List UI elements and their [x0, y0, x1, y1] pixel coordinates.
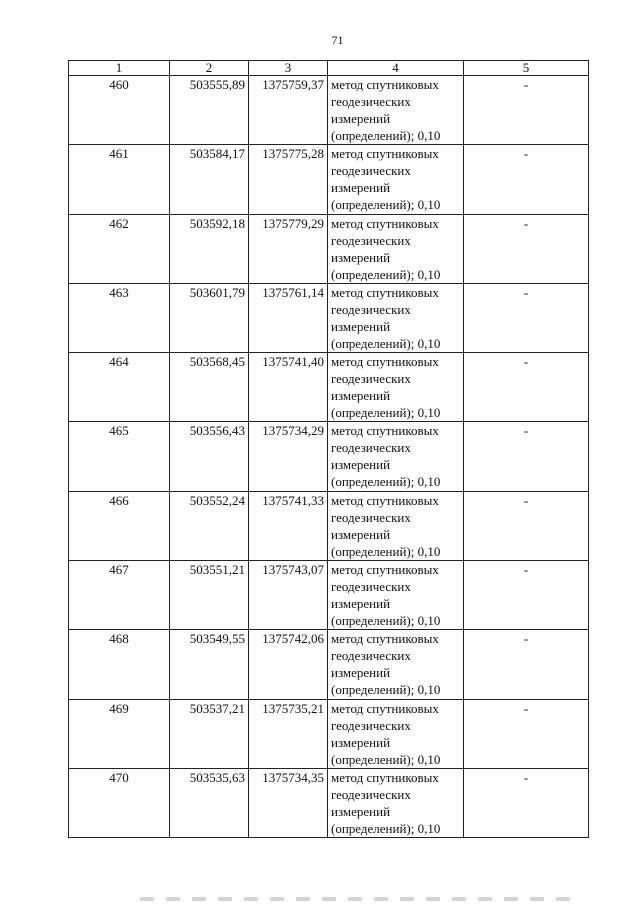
method-line: измерений: [331, 388, 391, 404]
point-number-cell: 464: [69, 353, 170, 422]
table-row: [69, 353, 589, 422]
point-number-cell: 463: [69, 283, 170, 352]
x-coordinate-cell: 503551,21: [170, 561, 249, 630]
x-coordinate-cell: 503568,45: [170, 353, 249, 422]
method-cell: [328, 491, 464, 560]
method-line: (определений); 0,10: [331, 266, 441, 282]
method-cell: [328, 283, 464, 352]
header-row: [69, 61, 589, 76]
method-line: метод спутниковых: [331, 769, 439, 785]
x-coordinate-cell: 503555,89: [170, 76, 249, 145]
y-coordinate-cell: 1375761,14: [249, 283, 328, 352]
method-line: метод спутниковых: [331, 700, 439, 716]
method-line: геодезических: [331, 648, 411, 664]
method-line: геодезических: [331, 301, 411, 317]
column-5-cell: -: [464, 283, 589, 352]
method-line: метод спутниковых: [331, 146, 439, 162]
method-line: (определений); 0,10: [331, 197, 441, 213]
point-number-cell: 460: [69, 76, 170, 145]
method-line: измерений: [331, 665, 391, 681]
method-cell: [328, 561, 464, 630]
table-row: [69, 422, 589, 491]
table-row: [69, 76, 589, 145]
method-line: геодезических: [331, 786, 411, 802]
table-body: [69, 76, 589, 838]
method-line: измерений: [331, 111, 391, 126]
table-row: [69, 145, 589, 214]
method-cell: [328, 422, 464, 491]
y-coordinate-cell: 1375743,07: [249, 561, 328, 630]
method-line: геодезических: [331, 717, 411, 733]
method-line: метод спутниковых: [331, 492, 439, 508]
point-number-cell: 465: [69, 422, 170, 491]
method-line: (определений); 0,10: [331, 682, 441, 698]
table-row: [69, 630, 589, 699]
method-line: измерений: [331, 457, 391, 473]
method-line: геодезических: [331, 509, 411, 525]
method-line: геодезических: [331, 94, 411, 109]
table-header: [69, 61, 589, 76]
table-row: [69, 283, 589, 352]
method-line: метод спутниковых: [331, 77, 439, 92]
column-5-cell: -: [464, 145, 589, 214]
method-line: (определений); 0,10: [331, 751, 441, 767]
y-coordinate-cell: 1375759,37: [249, 76, 328, 145]
method-line: (определений); 0,10: [331, 613, 441, 629]
x-coordinate-cell: 503537,21: [170, 699, 249, 768]
table-row: [69, 768, 589, 837]
column-5-cell: -: [464, 76, 589, 145]
method-line: геодезических: [331, 163, 411, 179]
header-cell-4: 4: [328, 61, 464, 76]
y-coordinate-cell: 1375734,29: [249, 422, 328, 491]
y-coordinate-cell: 1375775,28: [249, 145, 328, 214]
method-cell: [328, 145, 464, 214]
method-line: геодезических: [331, 579, 411, 595]
x-coordinate-cell: 503592,18: [170, 214, 249, 283]
method-cell: [328, 630, 464, 699]
method-cell: [328, 353, 464, 422]
y-coordinate-cell: 1375734,35: [249, 768, 328, 837]
method-line: измерений: [331, 249, 391, 265]
method-line: измерений: [331, 526, 391, 542]
method-line: геодезических: [331, 440, 411, 456]
x-coordinate-cell: 503552,24: [170, 491, 249, 560]
method-line: геодезических: [331, 232, 411, 248]
method-line: метод спутниковых: [331, 562, 439, 578]
header-cell-1: 1: [69, 61, 170, 76]
y-coordinate-cell: 1375779,29: [249, 214, 328, 283]
method-line: измерений: [331, 596, 391, 612]
point-number-cell: 461: [69, 145, 170, 214]
point-number-cell: 466: [69, 491, 170, 560]
method-line: измерений: [331, 734, 391, 750]
point-number-cell: 462: [69, 214, 170, 283]
method-cell: [328, 214, 464, 283]
point-number-cell: 468: [69, 630, 170, 699]
table-row: [69, 214, 589, 283]
column-5-cell: -: [464, 630, 589, 699]
coordinates-table: [68, 60, 589, 838]
x-coordinate-cell: 503601,79: [170, 283, 249, 352]
method-cell: [328, 76, 464, 145]
header-cell-3: 3: [249, 61, 328, 76]
header-cell-5: 5: [464, 61, 589, 76]
column-5-cell: -: [464, 422, 589, 491]
method-line: метод спутниковых: [331, 284, 439, 300]
method-line: (определений); 0,10: [331, 405, 441, 421]
column-5-cell: -: [464, 768, 589, 837]
x-coordinate-cell: 503556,43: [170, 422, 249, 491]
method-line: (определений); 0,10: [331, 128, 441, 143]
method-line: измерений: [331, 803, 391, 819]
point-number-cell: 469: [69, 699, 170, 768]
y-coordinate-cell: 1375735,21: [249, 699, 328, 768]
header-cell-2: 2: [170, 61, 249, 76]
method-line: метод спутниковых: [331, 354, 439, 370]
method-line: (определений); 0,10: [331, 820, 441, 836]
column-5-cell: -: [464, 699, 589, 768]
method-cell: [328, 699, 464, 768]
x-coordinate-cell: 503535,63: [170, 768, 249, 837]
table-row: [69, 561, 589, 630]
x-coordinate-cell: 503549,55: [170, 630, 249, 699]
method-line: измерений: [331, 318, 391, 334]
method-cell: [328, 768, 464, 837]
page-number: 71: [331, 33, 344, 47]
point-number-cell: 467: [69, 561, 170, 630]
method-line: метод спутниковых: [331, 423, 439, 439]
y-coordinate-cell: 1375742,06: [249, 630, 328, 699]
method-line: (определений); 0,10: [331, 543, 441, 559]
column-5-cell: -: [464, 214, 589, 283]
method-line: (определений); 0,10: [331, 474, 441, 490]
method-line: метод спутниковых: [331, 215, 439, 231]
scan-artifact-line: [140, 897, 580, 901]
column-5-cell: -: [464, 561, 589, 630]
method-line: (определений); 0,10: [331, 335, 441, 351]
y-coordinate-cell: 1375741,40: [249, 353, 328, 422]
point-number-cell: 470: [69, 768, 170, 837]
column-5-cell: -: [464, 353, 589, 422]
table-row: [69, 491, 589, 560]
method-line: геодезических: [331, 371, 411, 387]
y-coordinate-cell: 1375741,33: [249, 491, 328, 560]
x-coordinate-cell: 503584,17: [170, 145, 249, 214]
method-line: метод спутниковых: [331, 631, 439, 647]
method-line: измерений: [331, 180, 391, 196]
column-5-cell: -: [464, 491, 589, 560]
table-row: [69, 699, 589, 768]
